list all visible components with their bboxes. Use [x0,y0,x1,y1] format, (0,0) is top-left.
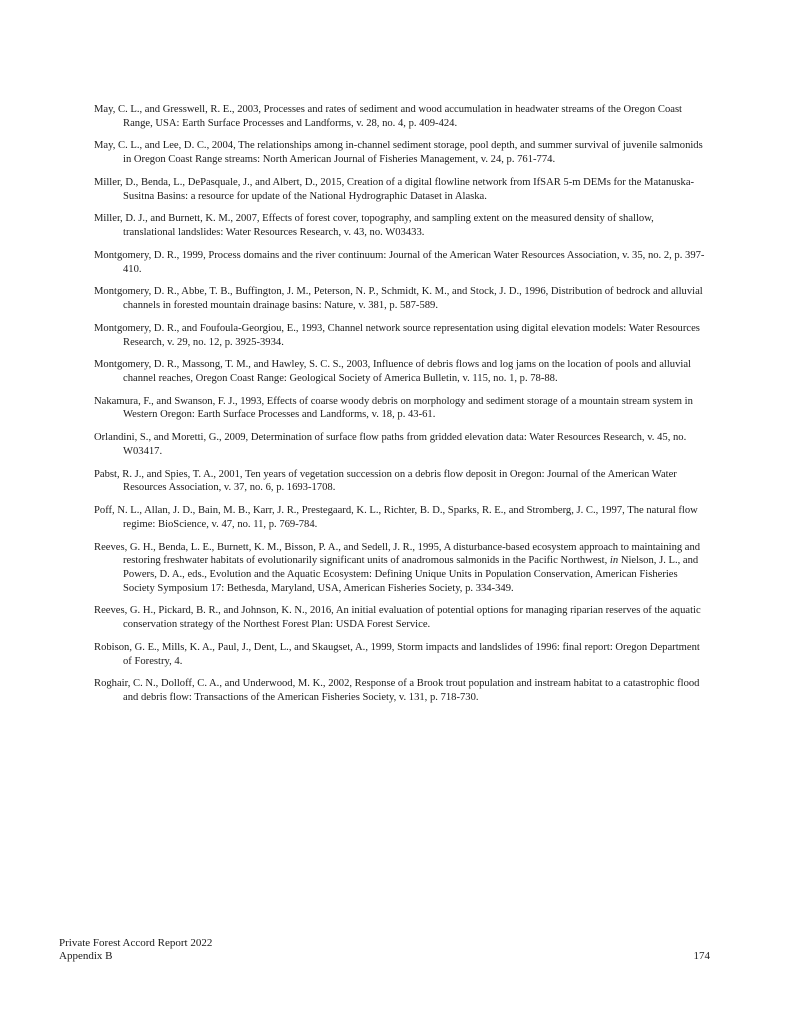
reference-entry: May, C. L., and Lee, D. C., 2004, The relationships among in-channel sediment storage, pool depth, and summer survival of juvenile salmonids in Oregon Coast Range streams: North American Journal of Fisheries Management, v. 24, p. 761-774. [94,140,703,166]
reference-entry: Miller, D. J., and Burnett, K. M., 2007, Effects of forest cover, topography, and sampling extent on the measured density of shallow, translational landslides: Water Resources Research, v. 43, no. W03433. [94,213,654,239]
reference-entry: Montgomery, D. R., Abbe, T. B., Buffington, J. M., Peterson, N. P., Schmidt, K. M., and Stock, J. D., 1996, Distribution of bedrock and alluvial channels in forested mountain drainage basins: Nature, v. 381, p. 587-589. [94,286,703,312]
reference-entry: Montgomery, D. R., Massong, T. M., and Hawley, S. C. S., 2003, Influence of debris flows and log jams on the location of pools and alluvial channel reaches, Oregon Coast Range: Geological Society of America Bulletin, v. 115, no. 1, p. 78-88. [94,359,691,384]
reference-italic-in: in [609,555,619,567]
reference-entry: Roghair, C. N., Dolloff, C. A., and Underwood, M. K., 2002, Response of a Brook trout population and instream habitat to a catastrophic flood and debris flow: Transactions of the American Fisheries Society, v. 131, p. 718-730. [94,678,700,704]
reference-entry: Nakamura, F., and Swanson, F. J., 1993, Effects of coarse woody debris on morphology and sediment storage of a mountain stream system in Western Oregon: Earth Surface Processes and Landforms, v. 18, p. 43-61. [94,395,693,421]
reference-entry: Miller, D., Benda, L., DePasquale, J., and Albert, D., 2015, Creation of a digital flowline network from IfSAR 5-m DEMs for the Matanuska-Susitna Basins: a resource for update of the National Hydrographic Dataset in Alaska. [94,176,695,202]
page-number: 174 [693,950,710,962]
reference-entry: Robison, G. E., Mills, K. A., Paul, J., Dent, L., and Skaugset, A., 1999, Storm impacts and landslides of 1996: final report: Oregon Department of Forestry, 4. [94,641,700,667]
reference-text-part: Nielson, J. L., and Powers, D. A., eds., Evolution and the Aquatic Ecosystem: Defining Unique Units in Population Conservation, American Fisheries Society Symposium 17: Bethesda, Maryland, USA, American Fisheries Society, p. 334-349. [123,555,699,594]
reference-list [94,103,708,714]
reference-entry: Reeves, G. H., Pickard, B. R., and Johnson, K. N., 2016, An initial evaluation of potential options for managing riparian reserves of the aquatic conservation strategy of the Northest Forest Plan: USDA Forest Service. [94,605,701,631]
reference-text-part: Reeves, G. H., Benda, L. E., Burnett, K. M., Bisson, P. A., and Sedell, J. R., 1995, A disturbance-based ecosystem approach to maintaining and restoring freshwater habitats of evolutionarily significant units of anadromous salmonids in the Pacific Northwest, [94,541,701,567]
reference-entry: Pabst, R. J., and Spies, T. A., 2001, Ten years of vegetation succession on a debris flow deposit in Oregon: Journal of the American Water Resources Association, v. 37, no. 6, p. 1693-1708. [94,468,677,494]
reference-entry: May, C. L., and Gresswell, R. E., 2003, Processes and rates of sediment and wood accumulation in headwater streams of the Oregon Coast Range, USA: Earth Surface Processes and Landforms, v. 28, no. 4, p. 409-424. [94,104,683,129]
reference-entry: Orlandini, S., and Moretti, G., 2009, Determination of surface flow paths from gridded elevation data: Water Resources Research, v. 45, no. W03417. [94,432,687,457]
page-footer [59,937,212,963]
reference-entry: Montgomery, D. R., and Foufoula-Georgiou, E., 1993, Channel network source representation using digital elevation models: Water Resources Research, v. 29, no. 12, p. 3925-3934. [94,322,700,348]
footer-appendix: Appendix B [59,950,113,962]
reference-entry [94,541,708,595]
reference-entry: Poff, N. L., Allan, J. D., Bain, M. B., Karr, J. R., Prestegaard, K. L., Richter, B. D., Sparks, R. E., and Stromberg, J. C., 1997, The natural flow regime: BioScience, v. 47, no. 11, p. 769-784. [94,505,698,530]
footer-report-title: Private Forest Accord Report 2022 [59,937,213,949]
reference-entry: Montgomery, D. R., 1999, Process domains and the river continuum: Journal of the American Water Resources Association, v. 35, no. 2, p. 397-410. [94,249,705,275]
